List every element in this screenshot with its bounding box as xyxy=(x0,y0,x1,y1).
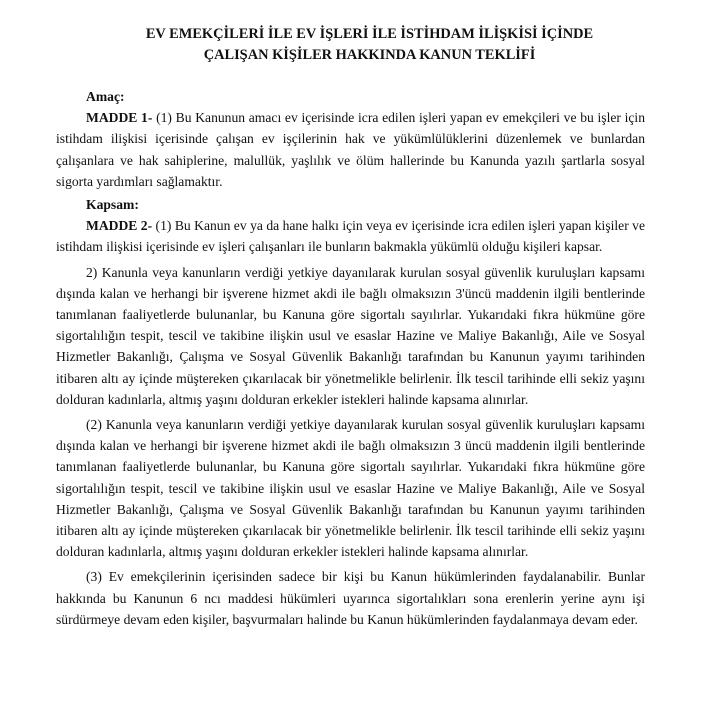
madde-2-fikra-2b: (2) Kanunla veya kanunların verdiği yetkiye dayanılarak kurulan sosyal güvenlik kuruluşları kapsamı dışında kalan ve herhangi bir işverene hizmet akdi ile bağlı olmaksızın 3 üncü maddenin ilgili bentlerinde tanımlanan faaliyetlerde bulunanlar, bu Kanuna göre sigortalı sayılırlar. Yukarıdaki fıkra hükmüne göre sigortalılığın tespit, tescil ve takibine ilişkin usul ve esaslar Hazine ve Maliye Bakanlığı, Aile ve Sosyal Hizmetler Bakanlığı, Çalışma ve Sosyal Güvenlik Bakanlığı tarafından bu Kanunun yayımı tarihinden itibaren altı ay içinde müştereken çıkarılacak bir yönetmelikle belirlenir. İlk tescil tarihinde elli sekiz yaşını dolduran kadınlarla, altmış yaşını dolduran erkekler istekleri halinde kapsama alınırlar. xyxy=(56,417,645,560)
madde-2-fikra-2a: 2) Kanunla veya kanunların verdiği yetkiye dayanılarak kurulan sosyal güvenlik kuruluşları kapsamı dışında kalan ve herhangi bir işverene hizmet akdi ile bağlı olmaksızın 3'üncü maddenin ilgili bentlerinde tanımlanan faaliyetlerde bulunanlar, bu Kanuna göre sigortalı sayılırlar. Yukarıdaki fıkra hükmüne göre sigortalılığın tespit, tescil ve takibine ilişkin usul ve esaslar Hazine ve Maliye Bakanlığı, Aile ve Sosyal Hizmetler Bakanlığı, Çalışma ve Sosyal Güvenlik Bakanlığı tarafından bu Kanunun yayımı tarihinden itibaren altı ay içinde müştereken çıkarılacak bir yönetmelikle belirlenir. İlk tescil tarihinde elli sekiz yaşını dolduran kadınlarla, altmış yaşını dolduran erkekler istekleri halinde kapsama alınırlar. xyxy=(56,264,645,407)
madde-2-fikra-3: (3) Ev emekçilerinin içerisinden sadece bir kişi bu Kanun hükümlerinden faydalanabilir. Bunlar hakkında bu Kanunun 6 ncı maddesi hükümleri uyarınca sigortalıkları sona erenlerin yerine aynı işi sürdürmeye devam eden kişiler, başvurmaları halinde bu Kanun hükümlerinden faydalanmaya devam eder. xyxy=(56,569,645,627)
amac-heading: Amaç: xyxy=(86,89,125,104)
madde-2-paragraph xyxy=(56,215,645,257)
document-title xyxy=(86,24,645,66)
madde-2-text: (1) Bu Kanun ev ya da hane halkı için veya ev içerisinde icra edilen işleri yapan kişiler ve istihdam ilişkisi içerisinde ev işleri çalışanları ile bunların bakmakla yükümlü olduğu kişileri kapsar. xyxy=(56,218,645,255)
madde-2-label: MADDE 2- xyxy=(86,218,153,234)
madde-1-label: MADDE 1- xyxy=(86,110,153,126)
title-line-1: EV EMEKÇİLERİ İLE EV İŞLERİ İLE İSTİHDAM İLİŞKİSİ İÇİNDE xyxy=(145,26,594,42)
title-line-2: ÇALIŞAN KİŞİLER HAKKINDA KANUN TEKLİFİ xyxy=(203,47,536,63)
madde-1-paragraph xyxy=(56,107,645,192)
document-body xyxy=(56,86,645,630)
kapsam-heading: Kapsam: xyxy=(86,197,139,213)
madde-1-text: (1) Bu Kanunun amacı ev içerisinde icra edilen işleri yapan ev emekçileri ve bu işler için istihdam ilişkisi içerisinde çalışan ev işçilerinin hak ve yükümlülüklerini düzenlemek ve bunlardan çalışanlara ve hak sahiplerine, malullük, yaşlılık ve ölüm hallerinde bu Kanunda yazılı şartlarla sosyal sigorta yardımları sağlamaktır. xyxy=(56,110,645,189)
